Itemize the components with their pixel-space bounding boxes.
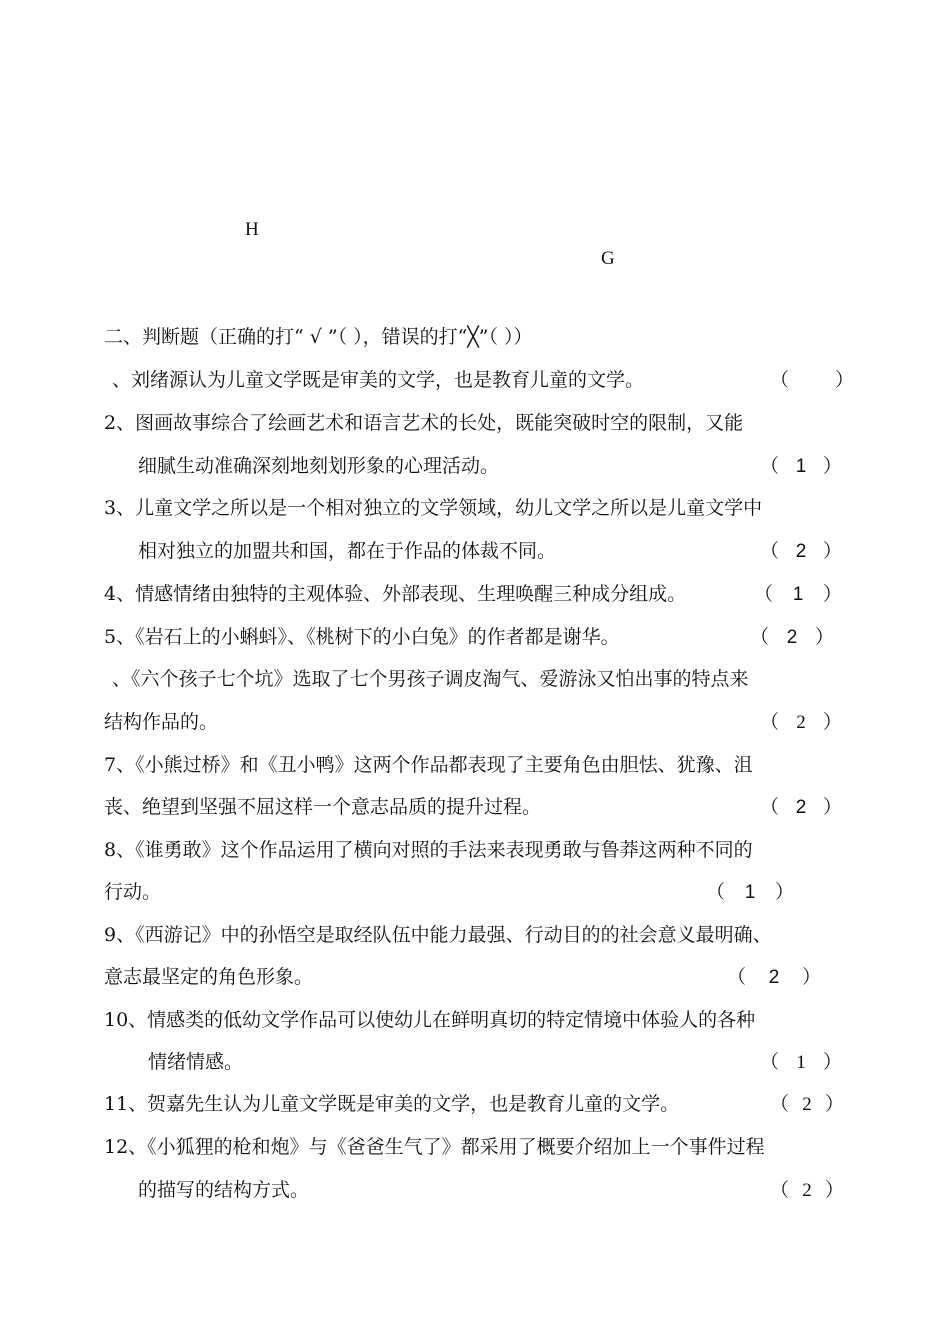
answer-close-paren: ） (825, 1179, 845, 1201)
answer-close-paren: ） (802, 966, 822, 988)
answer-value: 2 (802, 1094, 812, 1115)
question-1-answer (770, 365, 854, 395)
question-4-line-1: 4、情感情绪由独特的主观体验、外部表现、生理唤醒三种成分组成。 (104, 583, 687, 605)
question-2-line-1: 2、图画故事综合了绘画艺术和语言艺术的长处，既能突破时空的限制，又能 (104, 412, 744, 434)
answer-value: 1 (795, 456, 807, 477)
question-12-line-1: 12、《小狐狸的枪和炮》与《爸爸生气了》都采用了概要介绍加上一个事件过程 (104, 1136, 765, 1158)
question-2-line-2: 细腻生动准确深刻地刻划形象的心理活动。 (138, 455, 500, 477)
question-9-line-1: 9、《西游记》中的孙悟空是取经队伍中能力最强、行动目的的社会意义最明确、 (104, 924, 772, 946)
question-10-line-1: 10、情感类的低幼文学作品可以使幼儿在鲜明真切的特定情境中体验人的各种 (104, 1009, 756, 1031)
mark-h: H (245, 219, 259, 240)
question-10-answer (760, 1047, 842, 1077)
answer-open-paren: （ (760, 711, 780, 733)
question-5-answer (750, 622, 834, 652)
answer-open-paren: （ (750, 626, 770, 648)
answer-open-paren: （ (770, 1179, 790, 1201)
answer-value: 2 (795, 541, 807, 562)
question-2-answer (760, 451, 842, 481)
question-12-answer (770, 1175, 844, 1205)
answer-value: 2 (802, 1180, 812, 1201)
question-5-line-1: 5、《岩石上的小蝌蚪》、《桃树下的小白兔》的作者都是谢华。 (104, 626, 620, 648)
question-7-answer (760, 792, 842, 822)
question-12-line-2: 的描写的结构方式。 (138, 1179, 310, 1201)
question-11-line-1: 11、贺嘉先生认为儿童文学既是审美的文学，也是教育儿童的文学。 (104, 1093, 680, 1115)
answer-close-paren: ） (815, 626, 835, 648)
question-8-answer (706, 877, 794, 907)
answer-value: 2 (786, 627, 798, 648)
answer-close-paren: ） (823, 583, 843, 605)
section-title: 二、判断题（正确的打“ √ ”（ ），错误的打“╳”（ ）） (104, 326, 533, 348)
answer-open-paren: （ (760, 796, 780, 818)
question-9-line-2: 意志最坚定的角色形象。 (104, 966, 314, 988)
question-9-answer (727, 962, 821, 992)
answer-close-paren: ） (823, 796, 843, 818)
answer-open-paren: （ (760, 1051, 780, 1073)
answer-open-paren: （ (754, 583, 774, 605)
question-8-line-1: 8、《谁勇敢》这个作品运用了横向对照的手法来表现勇敢与鲁莽这两种不同的 (104, 839, 753, 861)
answer-open-paren: （ (706, 881, 726, 903)
question-7-line-2: 丧、绝望到坚强不屈这样一个意志品质的提升过程。 (104, 796, 542, 818)
answer-value: 1 (792, 584, 804, 605)
question-7-line-1: 7、《小熊过桥》和《丑小鸭》这两个作品都表现了主要角色由胆怯、犹豫、沮 (104, 754, 753, 776)
answer-open-paren: （ (760, 540, 780, 562)
question-3-line-2: 相对独立的加盟共和国，都在于作品的体裁不同。 (138, 540, 557, 562)
question-6-line-2: 结构作品的。 (104, 711, 219, 733)
question-3-line-1: 3、儿童文学之所以是一个相对独立的文学领域，幼儿文学之所以是儿童文学中 (104, 497, 763, 519)
answer-close-paren: ） (835, 369, 855, 391)
question-6-answer (760, 707, 842, 737)
question-4-answer (754, 579, 842, 609)
answer-close-paren: ） (823, 1051, 843, 1073)
question-8-line-2: 行动。 (104, 881, 162, 903)
answer-value: 2 (796, 712, 806, 733)
answer-value: 2 (768, 967, 780, 988)
answer-value: 1 (744, 882, 756, 903)
question-11-answer (770, 1089, 844, 1119)
answer-close-paren: ） (825, 1093, 845, 1115)
answer-close-paren: ） (823, 540, 843, 562)
mark-g: G (601, 248, 615, 269)
answer-value: 1 (796, 1052, 806, 1073)
question-6-line-1: 、《六个孩子七个坑》选取了七个男孩子调皮淘气、爱游泳又怕出事的特点来 (112, 668, 749, 690)
answer-close-paren: ） (775, 881, 795, 903)
question-1-line-1: 、刘绪源认为儿童文学既是审美的文学，也是教育儿童的文学。 (112, 369, 645, 391)
question-10-line-2: 情绪情感。 (148, 1051, 244, 1073)
answer-close-paren: ） (823, 711, 843, 733)
answer-close-paren: ） (823, 455, 843, 477)
question-3-answer (760, 536, 842, 566)
answer-open-paren: （ (760, 455, 780, 477)
answer-open-paren: （ (770, 1093, 790, 1115)
answer-value: 2 (795, 797, 807, 818)
answer-open-paren: （ (770, 369, 790, 391)
answer-open-paren: （ (727, 966, 747, 988)
